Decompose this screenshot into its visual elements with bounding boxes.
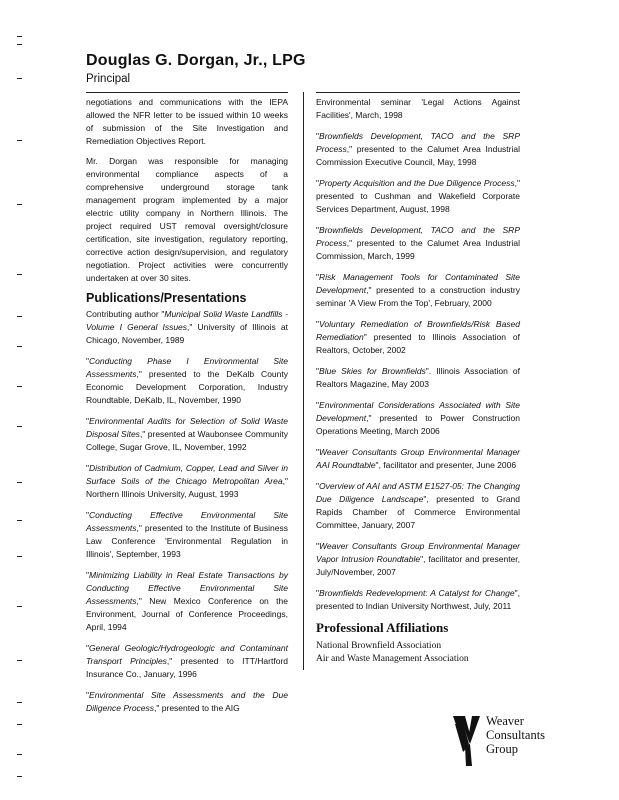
company-logo [452, 712, 582, 772]
publication-item: "Weaver Consultants Group Environmental Manager Vapor Intrusion Roundtable", facilitator and presenter, July/November, 2007 [316, 541, 521, 577]
publication-item: "Blue Skies for Brownfields". Illinois Association of Realtors Magazine, May 2003 [316, 366, 520, 389]
affiliation-item: Air and Waste Management Association [316, 654, 469, 664]
right-column-rule [316, 92, 520, 93]
publication-item: "Weaver Consultants Group Environmental Manager AAI Roundtable", facilitator and presenter, June 2006 [316, 447, 520, 470]
publication-item: "Voluntary Remediation of Brownfields/Risk Based Remediation" presented to Illinois Association of Realtors, October, 2002 [316, 319, 520, 355]
publication-item: Environmental seminar 'Legal Actions Against Facilities', March, 1998 [316, 97, 520, 120]
publications-heading: Publications/Presentations [86, 291, 247, 305]
logo-line: Group [486, 742, 518, 756]
left-column-rule [86, 92, 288, 93]
experience-paragraph: Mr. Dorgan was responsible for managing environmental compliance aspects of a comprehensive underground storage tank management program implemented by a major electric utility company in Northern Illinois. The project required UST removal oversight/closure certification, site investigation, regulatory reporting, corrective action design/supervision, and regulatory negotiation. Project activities were concurrently undertaken at over 30 sites. [86, 156, 288, 283]
column-divider [303, 92, 304, 670]
publication-item: "Overview of AAI and ASTM E1527-05: The Changing Due Diligence Landscape", presented to Grand Rapids Chamber of Commerce Environmental Committee, January, 2007 [316, 481, 520, 530]
experience-paragraph: negotiations and communications with the IEPA allowed the NFR letter to be issued within 10 weeks of submission of the Site Investigation and Remediation Objectives Report. [86, 97, 288, 146]
resume-header [86, 52, 306, 85]
publication-item: "Risk Management Tools for Contaminated Site Development," presented to a construction industry seminar 'A View From the Top', February, 2000 [316, 272, 520, 308]
publication-item: "Conducting Phase I Environmental Site Assessments," presented to the DeKalb County Economic Development Corporation, Industry Roundtable, DeKalb, IL, November, 1990 [86, 356, 288, 405]
weaver-logo-mark-icon [452, 714, 482, 768]
left-column [86, 96, 288, 723]
publication-item: "Brownfields Development, TACO and the SRP Process," presented to the Calumet Area Industrial Commission, March, 1999 [316, 225, 520, 261]
publication-item: "Environmental Considerations Associated with Site Development," presented to Power Construction Operations Meeting, March 2006 [316, 400, 520, 436]
publication-item: "Environmental Audits for Selection of Solid Waste Disposal Sites," presented at Waubonsee Community College, Sugar Grove, IL, November, 1992 [86, 416, 288, 452]
publication-item: "Conducting Effective Environmental Site Assessments," presented to the Institute of Business Law Conference 'Environmental Regulation in Illinois', September, 1993 [86, 510, 288, 559]
publication-item: "Minimizing Liability in Real Estate Transactions by Conducting Effective Environmental Site Assessments," New Mexico Conference on the Environment, Journal of Conference Proceedings, April, 1994 [86, 570, 288, 632]
scan-margin-marks [14, 36, 26, 776]
publication-item: "Property Acquisition and the Due Diligence Process," presented to Cushman and Wakefield Corporate Services Department, August, 1998 [316, 178, 520, 214]
publication-item: "General Geologic/Hydrogeologic and Contaminant Transport Principles," presented to ITT/Hartford Insurance Co., January, 1996 [86, 643, 288, 679]
publication-item: Contributing author "Municipal Solid Waste Landfills - Volume I General Issues," University of Illinois at Chicago, November, 1989 [86, 309, 288, 345]
affiliation-item: National Brownfield Association [316, 641, 442, 651]
affiliations-heading: Professional Affiliations [316, 620, 449, 635]
publication-item: "Distribution of Cadmium, Copper, Lead and Silver in Surface Soils of the Chicago Metropolitan Area," Northern Illinois University, August, 1993 [86, 463, 288, 499]
logo-line: Consultants [486, 728, 546, 742]
right-column [316, 96, 520, 666]
publication-item: "Brownfields Development, TACO and the SRP Process," presented to the Calumet Area Industrial Commission Executive Council, May, 1998 [316, 131, 520, 167]
person-title: Principal [86, 73, 131, 85]
logo-line: Weaver [486, 714, 524, 728]
publication-item: "Environmental Site Assessments and the Due Diligence Process," presented to the AIG [86, 690, 288, 713]
person-name: Douglas G. Dorgan, Jr., LPG [86, 52, 306, 69]
logo-wordmark [486, 714, 545, 756]
publication-item: "Brownfields Redevelopment: A Catalyst for Change", presented to Indian University Northwest, July, 2011 [316, 588, 520, 611]
